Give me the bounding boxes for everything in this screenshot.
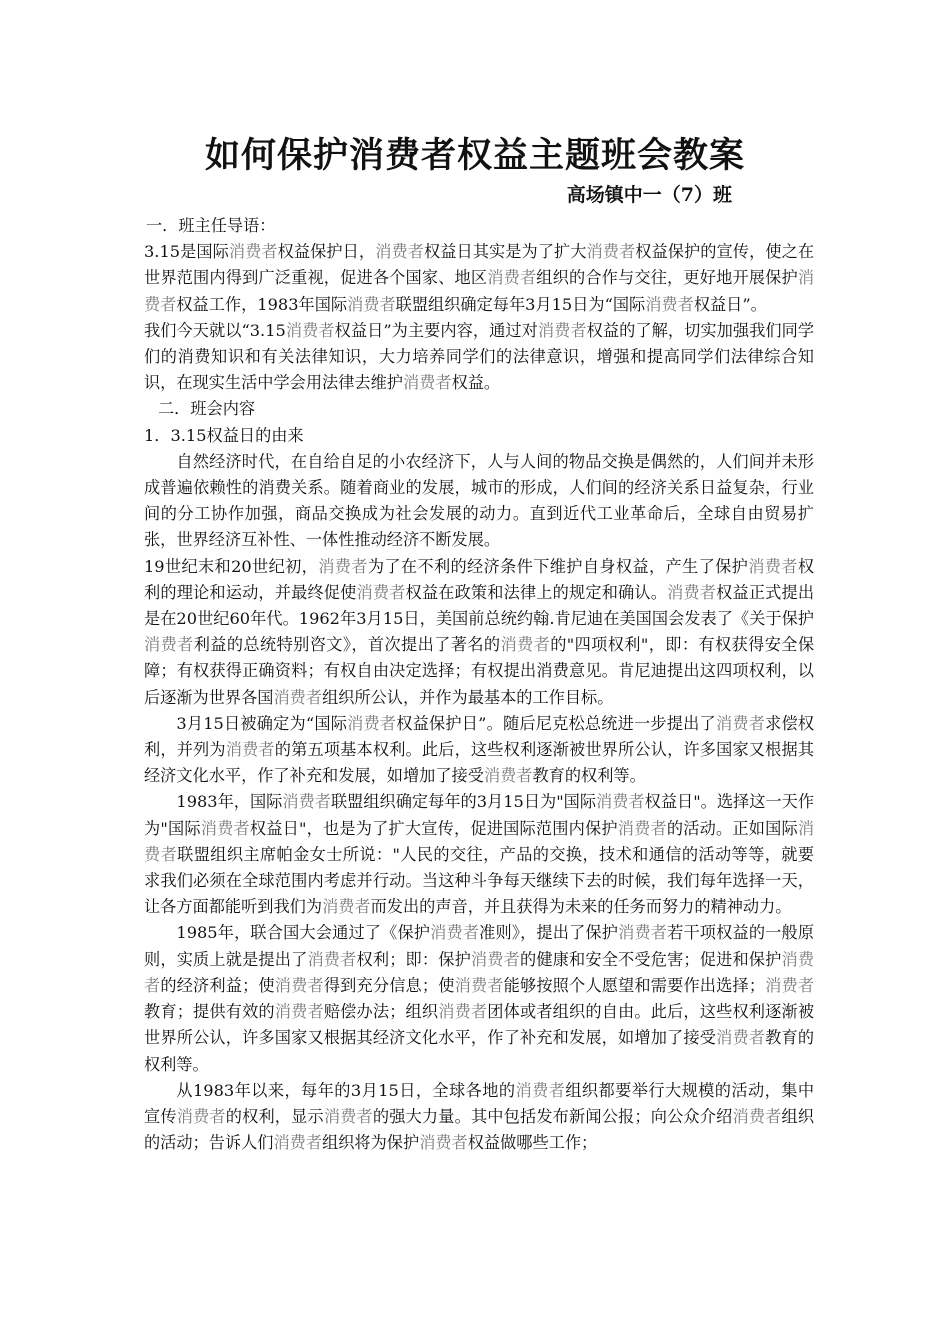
section-heading: 二．班会内容 <box>158 399 256 419</box>
paragraph: 我们今天就以“3.15消费者权益日”为主要内容，通过对消费者权益的了解，切实加强我们同学们的消费知识和有关法律知识，大力培养同学们的法律意识，增强和提高同学们法律综合知识，在现实生活中学会用法律去维护消费者权益。 <box>144 320 815 393</box>
paragraph: 3月15日被确定为“国际消费者权益保护日”。随后尼克松总统进一步提出了消费者求偿权利，并列为消费者的第五项基本权利。此后，这些权利逐渐被世界所公认，许多国家又根据其经济文化水平，作了补充和发展，如增加了接受消费者教育的权利等。 <box>144 713 815 786</box>
document-title: 如何保护消费者权益主题班会教案 <box>204 135 745 176</box>
paragraph: 3.15是国际消费者权益保护日，消费者权益日其实是为了扩大消费者权益保护的宣传，使之在世界范围内得到广泛重视，促进各个国家、地区消费者组织的合作与交往，更好地开展保护消费者权益工作，1983年国际消费者联盟组织确定每年3月15日为“国际消费者权益日”。 <box>144 242 815 314</box>
paragraph: 1．3.15权益日的由来 <box>144 425 304 445</box>
paragraph: 1985年，联合国大会通过了《保护消费者准则》，提出了保护消费者若干项权益的一般原则，实质上就是提出了消费者权利；即：保护消费者的健康和安全不受危害；促进和保护消费者的经济利益；使消费者得到充分信息；使消费者能够按照个人愿望和需要作出选择；消费者教育；提供有效的消费者赔偿办法；组织消费者团体或者组织的自由。此后，这些权利逐渐被世界所公认，许多国家又根据其经济文化水平，作了补充和发展，如增加了接受消费者教育的权利等。 <box>144 923 815 1074</box>
paragraph: 自然经济时代，在自给自足的小农经济下，人与人间的物品交换是偶然的，人们间并未形成普遍依赖性的消费关系。随着商业的发展，城市的形成，人们间的经济关系日益复杂，行业间的分工协作加强，商品交换成为社会发展的动力。直到近代工业革命后，全球自由贸易扩张，世界经济互补性、一体性推动经济不断发展。 <box>144 451 814 550</box>
document-body <box>144 213 814 1156</box>
paragraph: 19世纪末和20世纪初，消费者为了在不利的经济条件下维护自身权益，产生了保护消费者权利的理论和运动，并最终促使消费者权益在政策和法律上的规定和确认。消费者权益正式提出是在20世纪60年代。1962年3月15日，美国前总统约翰.肯尼迪在美国国会发表了《关于保护消费者利益的总统特别咨文》，首次提出了著名的消费者的"四项权利"，即：有权获得安全保障；有权获得正确资料；有权自由决定选择；有权提出消费意见。肯尼迪提出这四项权利，以后逐渐为世界各国消费者组织所公认，并作为最基本的工作目标。 <box>144 556 815 707</box>
paragraph: 从1983年以来，每年的3月15日，全球各地的消费者组织都要举行大规模的活动，集中宣传消费者的权利，显示消费者的强大力量。其中包括发布新闻公报；向公众介绍消费者组织的活动；告诉人们消费者组织将为保护消费者权益做哪些工作； <box>144 1080 815 1153</box>
document-subtitle: 高场镇中一（7）班 <box>566 184 732 206</box>
paragraph: 1983年，国际消费者联盟组织确定每年的3月15日为"国际消费者权益日"。选择这一天作为"国际消费者权益日"，也是为了扩大宣传，促进国际范围内保护消费者的活动。正如国际消费者联盟组织主席帕金女士所说："人民的交往，产品的交换，技术和通信的活动等等，就要求我们必须在全球范围内考虑并行动。当这种斗争每天继续下去的时候，我们每年选择一天，让各方面都能听到我们为消费者而发出的声音，并且获得为未来的任务而努力的精神动力。 <box>144 792 815 917</box>
section-heading: 一．班主任导语： <box>146 216 276 235</box>
